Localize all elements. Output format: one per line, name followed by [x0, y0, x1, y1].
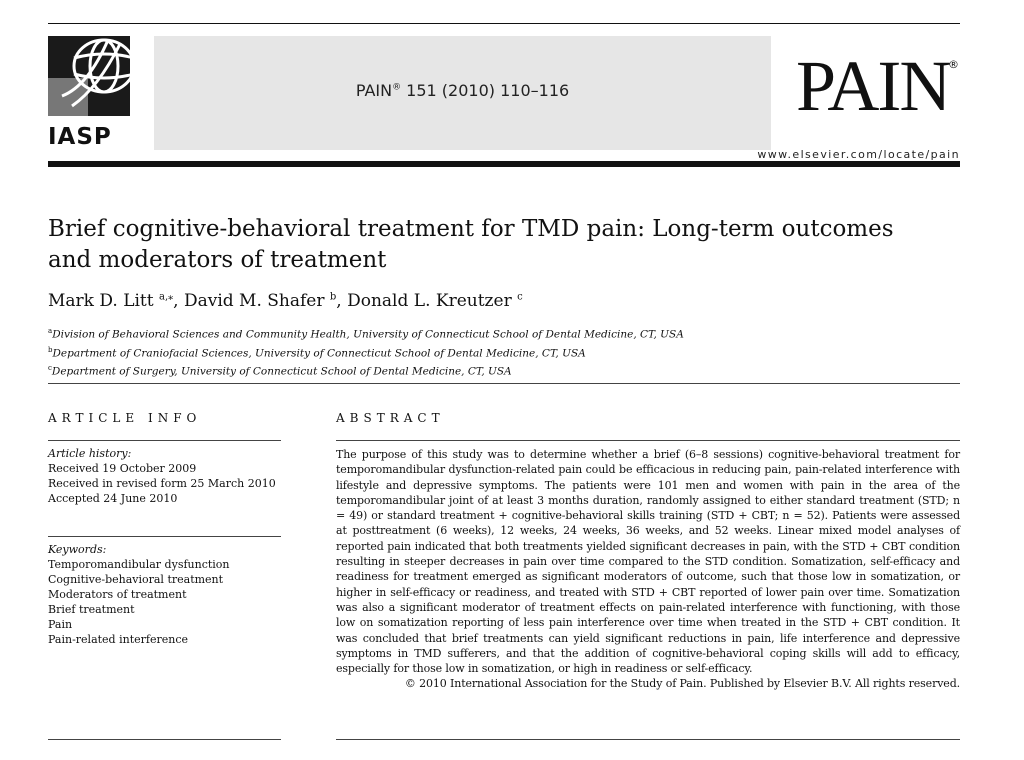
author-name[interactable]: Mark D. Litt — [48, 291, 154, 311]
keywords — [48, 542, 230, 647]
journal-url-link[interactable]: www.elsevier.com/locate/pain — [757, 148, 960, 161]
article-info-rule — [48, 440, 281, 441]
header-thick-rule — [48, 161, 960, 167]
history-item: Received 19 October 2009 — [48, 462, 197, 475]
iasp-wordmark: IASP — [48, 124, 112, 150]
top-rule — [48, 23, 960, 24]
keyword-item: Cognitive-behavioral treatment — [48, 573, 224, 586]
pain-journal-logo: PAIN — [796, 46, 950, 126]
abstract-rule — [336, 440, 960, 441]
keywords-label: Keywords: — [48, 543, 107, 556]
pain-registered-mark: ® — [948, 58, 959, 71]
copyright-notice: © 2010 International Association for the Study of Pain. Published by Elsevier B.V. All rights reserved. — [404, 677, 960, 691]
author-marks[interactable]: b — [329, 291, 337, 303]
author-list: Mark D. Litt $^{a,⁎}$, David M. Shafer $^b$, Donald L. Kreutzer $^c$ — [48, 291, 523, 311]
article-info-heading: ARTICLE INFO — [48, 411, 202, 425]
author-marks[interactable]: a,⁎ — [159, 291, 174, 303]
keywords-rule — [48, 536, 281, 537]
keyword-item: Pain-related interference — [48, 633, 188, 646]
history-label: Article history: — [48, 447, 132, 460]
history-item: Received in revised form 25 March 2010 — [48, 477, 276, 490]
abstract-heading: ABSTRACT — [336, 411, 445, 425]
affiliation-item: $^c$Department of Surgery, University of Connecticut School of Dental Medicine, CT, USA — [48, 364, 512, 378]
article-info-bottom-rule — [48, 739, 281, 740]
section-divider — [48, 383, 960, 384]
article-history — [48, 446, 276, 506]
keyword-item: Brief treatment — [48, 603, 135, 616]
keyword-item: Pain — [48, 618, 73, 631]
abstract-bottom-rule — [336, 739, 960, 740]
author-marks[interactable]: c — [517, 291, 523, 303]
journal-header-box — [154, 36, 771, 150]
article-title: Brief cognitive-behavioral treatment for TMD pain: Long-term outcomes and moderators of treatment — [48, 216, 894, 273]
author-name[interactable]: Donald L. Kreutzer — [347, 291, 512, 311]
affiliation-item: $^a$Division of Behavioral Sciences and Community Health, University of Connecticut School of Dental Medicine, CT, USA — [48, 327, 684, 341]
affiliation-item: $^b$Department of Craniofacial Sciences, University of Connecticut School of Dental Medicine, CT, USA — [48, 345, 586, 359]
author-name[interactable]: David M. Shafer — [183, 291, 325, 311]
keyword-item: Temporomandibular dysfunction — [48, 558, 230, 571]
keyword-item: Moderators of treatment — [48, 588, 187, 601]
abstract-text: The purpose of this study was to determine whether a brief (6–8 sessions) cognitive-behavioral treatment for temporomandibular dysfunction-related pain could be efficacious in reducing pain, pain-related interference with lifestyle and depressive symptoms. The patients were 101 men and women with pain in the area of the temporomandibular joint of at least 3 months duration, randomly assigned to either standard treatment (STD; n = 49) or standard treatment + cognitive-behavioral skills training (STD + CBT; n = 52). Patients were assessed at posttreatment (6 weeks), 12 weeks, 24 weeks, 36 weeks, and 52 weeks. Linear mixed model analyses of reported pain indicated that both treatments yielded significant decreases in pain, with the STD + CBT condition resulting in steeper decreases in pain over time compared to the STD condition. Somatization, self-efficacy and readiness for treatment emerged as significant moderators of outcome, such that those low in somatization, or higher in self-efficacy or readiness, and treated with STD + CBT reported of lower pain over time. Somatization was also a significant moderator of treatment effects on pain-related interference with functioning, with those low on somatization reporting of less pain interference over time when treated in the STD + CBT condition. It was concluded that brief treatments can yield significant reductions in pain, life interference and depressive symptoms in TMD sufferers, and that the addition of cognitive-behavioral coping skills will add to efficacy, especially for those low in somatization, or high in readiness or self-efficacy. — [336, 448, 960, 676]
affiliations — [48, 324, 684, 380]
history-item: Accepted 24 June 2010 — [48, 492, 178, 505]
abstract-body — [336, 447, 960, 692]
journal-reference: PAIN® 151 (2010) 110–116 — [355, 81, 570, 100]
